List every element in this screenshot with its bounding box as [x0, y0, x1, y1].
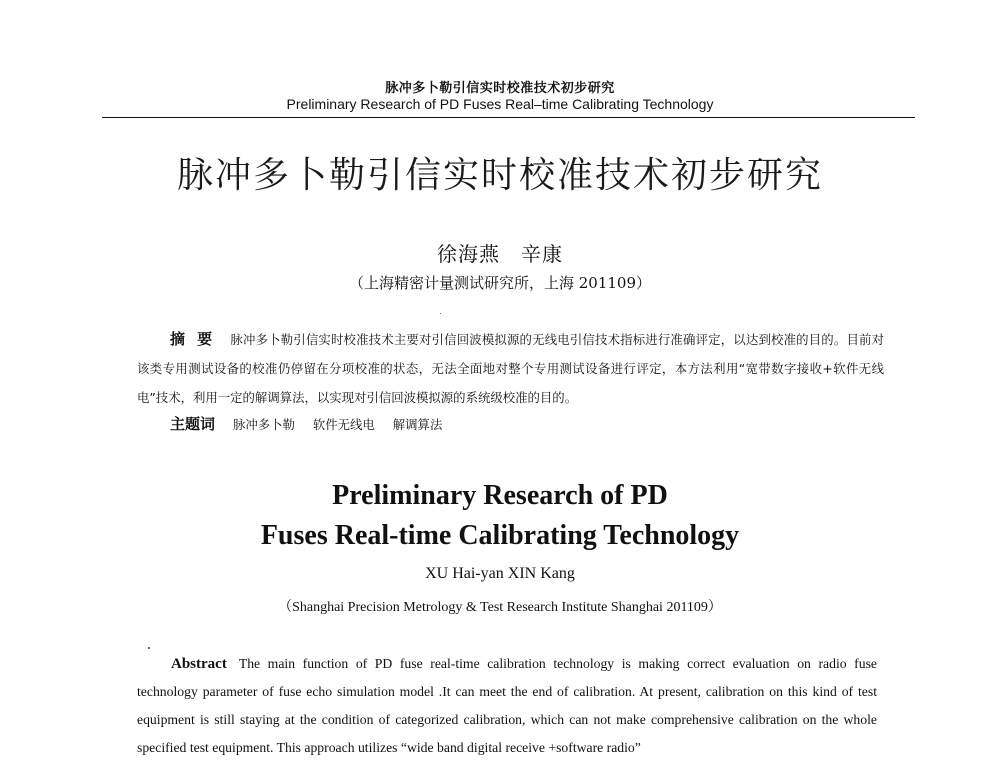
- paper-title-en: [0, 476, 1000, 556]
- abstract-cn-label: 摘要: [170, 330, 225, 348]
- abstract-en-text: The main function of PD fuse real-time calibration technology is making correct evaluation on radio fuse technology parameter of fuse echo simulation model .It can meet the end of calibration. At present, calibration on this kind of test equipment is still staying at the condition of categorized calibration, which can not make comprehensive calibration on the whole specified test equipment. This approach utilizes “wide band digital receive +software radio”: [137, 656, 877, 755]
- paper-title-en-line2: Fuses Real-time Calibrating Technology: [260, 520, 740, 551]
- running-header-cn: 脉冲多卜勒引信实时校准技术初步研究: [385, 81, 615, 96]
- abstract-cn-text: 脉冲多卜勒引信实时校准技术主要对引信回波模拟源的无线电引信技术指标进行准确评定，以达到校准的目的。目前对该类专用测试设备的校准仍停留在分项校准的状态，无法全面地对整个专用测试设备进行评定，本方法利用“宽带数字接收+软件无线电”技术，利用一定的解调算法，以实现对引信回波模拟源的系统级校准的目的。: [137, 332, 884, 405]
- abstract-en-label: Abstract: [171, 656, 227, 672]
- paper-title-en-line1: Preliminary Research of PD: [332, 480, 668, 511]
- scan-speck: [148, 647, 150, 649]
- keyword-item: 脉冲多卜勒: [232, 417, 295, 432]
- affiliation-cn: （上海精密计量测试研究所，上海 201109）: [348, 274, 652, 292]
- header-rule: [102, 117, 915, 118]
- affiliation-en: （Shanghai Precision Metrology & Test Research Institute Shanghai 201109）: [278, 600, 722, 615]
- authors-en: XU Hai-yan XIN Kang: [425, 565, 575, 582]
- keyword-item: 软件无线电: [312, 417, 375, 432]
- abstract-cn: [137, 325, 884, 412]
- running-header-en: Preliminary Research of PD Fuses Real–time Calibrating Technology: [286, 96, 714, 112]
- paper-title-cn: 脉冲多卜勒引信实时校准技术初步研究: [176, 155, 823, 196]
- keywords-cn: [170, 413, 870, 434]
- keywords-cn-label: 主题词: [170, 415, 216, 433]
- authors-cn: 徐海燕 辛康: [437, 242, 563, 266]
- scan-speck: [440, 313, 441, 314]
- abstract-en: [137, 650, 877, 762]
- keyword-item: 解调算法: [392, 417, 443, 432]
